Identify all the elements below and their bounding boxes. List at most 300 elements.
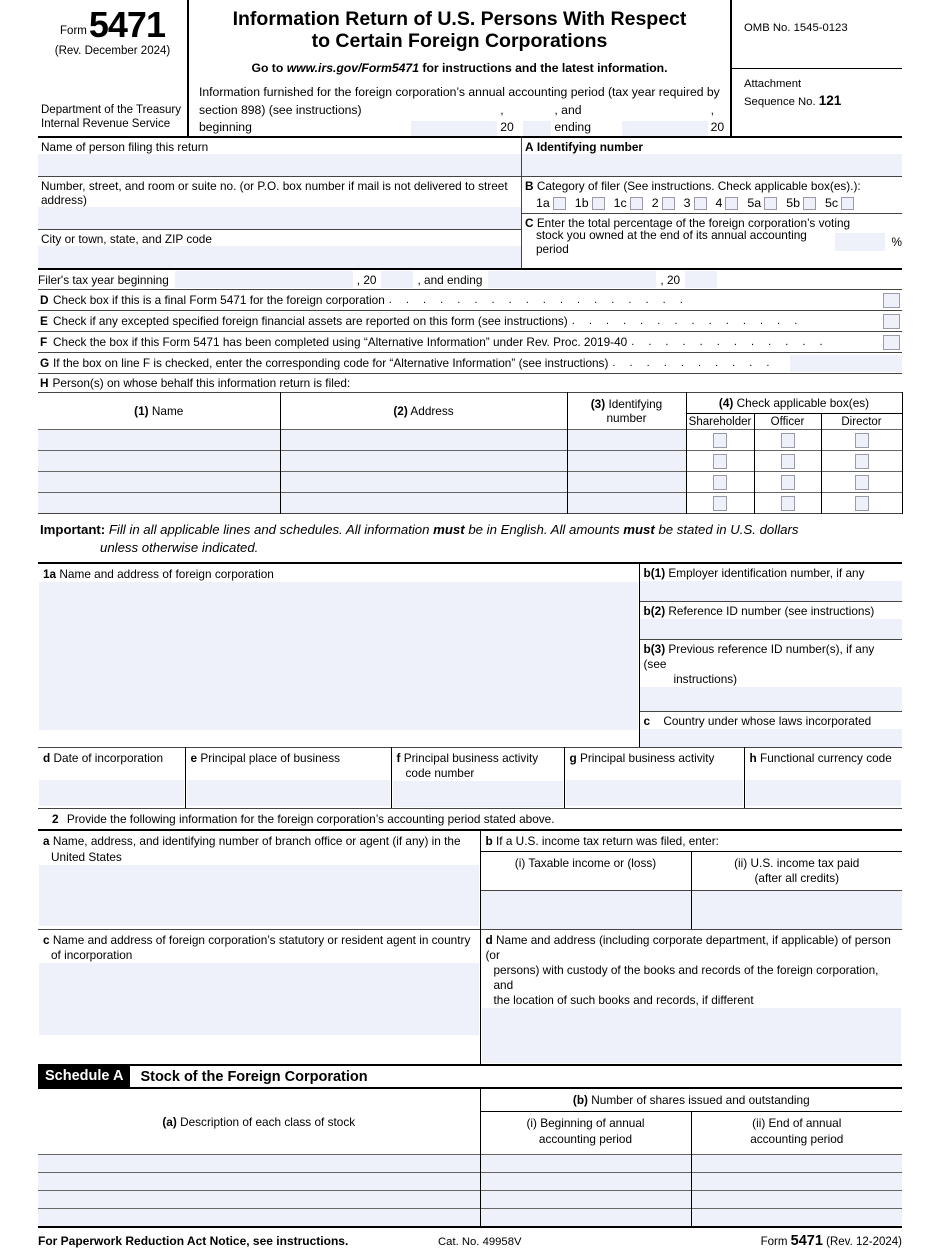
corp-name-address-input[interactable] <box>39 582 638 730</box>
col-bi-text-2: accounting period <box>538 1131 633 1146</box>
name-label: Name of person filing this return <box>41 140 209 155</box>
country-label <box>640 712 903 729</box>
line2-a-tag: a <box>43 834 50 849</box>
line-f-row <box>38 332 902 353</box>
shares-outstanding-header <box>480 1089 902 1112</box>
row-officer-cell[interactable] <box>754 472 821 493</box>
letter-c: C <box>525 216 534 231</box>
table-row[interactable] <box>38 430 902 451</box>
col-bi-text: Beginning of annual <box>540 1116 645 1131</box>
attachment-label: Attachment <box>744 78 802 90</box>
checkbox-1b-icon[interactable] <box>592 197 605 210</box>
category-option-3[interactable] <box>684 196 707 210</box>
b3-label-2: instructions) <box>673 672 738 687</box>
row-address-cell[interactable] <box>280 430 567 451</box>
line-d-letter: D <box>40 293 49 308</box>
filer-tax-year-row <box>38 270 902 290</box>
accounting-period-instruction <box>189 75 730 136</box>
b1-tag: b(1) <box>643 565 666 580</box>
shares-end-cell[interactable] <box>691 1172 902 1190</box>
line2-d-label-3: the location of such books and records, if different <box>493 993 754 1008</box>
line2-bi-tag: (i) <box>514 855 526 870</box>
furnish-line-1: Information furnished for the foreign corporation’s annual accounting period (tax year required by <box>199 85 720 100</box>
principal-place-label <box>187 749 390 766</box>
previous-reference-id-group <box>640 639 903 711</box>
date-incorporation-label <box>39 749 184 766</box>
filer-tax-year-begin-year: , 20 <box>356 272 377 287</box>
category-option-1b-label: 1b <box>574 196 589 211</box>
col-a-tag: (a) <box>162 1114 177 1129</box>
b1-label: Employer identification number, if any <box>668 565 865 580</box>
row-name-cell[interactable] <box>38 493 280 514</box>
previous-reference-id-input[interactable] <box>640 687 903 711</box>
ein-label <box>640 564 903 581</box>
line2-d-label: Name and address (including corporate department, if applicable) of person (or <box>485 932 891 962</box>
stock-description-cell[interactable] <box>38 1190 480 1208</box>
line-e-text: Check if any excepted specified foreign financial assets are reported on this form (see instructions) <box>53 314 568 329</box>
row-director-cell[interactable] <box>821 493 902 514</box>
col-identifying-header <box>567 393 686 430</box>
form-title <box>189 0 730 52</box>
period-begin-year-input[interactable] <box>523 121 552 136</box>
col-bi-tag: (i) <box>526 1116 537 1131</box>
filer-tax-year-end-year: , 20 <box>660 272 681 287</box>
row-identifying-cell[interactable] <box>567 430 686 451</box>
important-must-1: must <box>433 522 465 538</box>
checkbox-1a-icon[interactable] <box>553 197 566 210</box>
street-input[interactable] <box>38 207 521 229</box>
goto-prefix: Go to <box>251 61 284 76</box>
filer-tax-year-begin-year-input[interactable] <box>381 271 413 288</box>
e-tag: e <box>190 751 198 766</box>
period-begin-input[interactable] <box>411 121 497 136</box>
row-address-cell[interactable] <box>280 451 567 472</box>
col-bii-text-2: accounting period <box>750 1131 844 1146</box>
table-row[interactable] <box>38 1208 902 1226</box>
period-end-input[interactable] <box>622 121 708 136</box>
row-identifying-cell[interactable] <box>567 451 686 472</box>
category-option-5a-label: 5a <box>747 196 762 211</box>
line-2ab-table <box>38 829 902 928</box>
shareholder-checkbox-icon[interactable] <box>713 496 727 511</box>
footer-revision: (Rev. 12-2024) <box>826 1236 902 1249</box>
period-begin-year: , 20 <box>500 102 514 135</box>
business-activity-input[interactable] <box>566 780 743 806</box>
voting-stock-text-2: stock you owned at the end of its annual accounting period <box>536 227 807 256</box>
director-checkbox-icon[interactable] <box>855 433 869 448</box>
books-custody-cell[interactable] <box>480 929 902 1064</box>
officer-checkbox-icon[interactable] <box>781 433 795 448</box>
filer-tax-year-begin-input[interactable] <box>175 271 353 288</box>
shares-end-cell[interactable] <box>691 1208 902 1226</box>
category-option-1c[interactable] <box>614 196 643 210</box>
paperwork-notice: For Paperwork Reduction Act Notice, see instructions. <box>38 1234 349 1249</box>
checkbox-3-icon[interactable] <box>694 197 707 210</box>
table-row[interactable] <box>38 493 902 514</box>
line-e-row <box>38 311 902 332</box>
line-d-row <box>38 290 902 311</box>
row-director-cell[interactable] <box>821 430 902 451</box>
line-g-row <box>38 353 902 374</box>
category-option-1b[interactable] <box>575 196 605 210</box>
col-director-header: Director <box>821 414 902 430</box>
row-director-cell[interactable] <box>821 472 902 493</box>
checkbox-2-icon[interactable] <box>662 197 675 210</box>
percent-sign: % <box>891 234 902 249</box>
line-e-leader: . . . . . . . . . . . . . . <box>571 315 803 328</box>
important-text-2: be in English. All amounts <box>468 522 620 538</box>
department-line-2: Internal Revenue Service <box>41 118 171 131</box>
persons-behalf-header-row <box>38 393 902 414</box>
filer-address-column <box>38 138 522 268</box>
c-tag: c <box>643 714 651 729</box>
corp-ids-column <box>639 563 902 748</box>
us-return-header-cell <box>480 830 902 851</box>
line2-bi-label: Taxable income or (loss) <box>528 855 657 870</box>
identifying-number-label <box>522 138 902 154</box>
e-label: Principal place of business <box>200 751 341 766</box>
line-f-leader: . . . . . . . . . . . . <box>631 336 828 349</box>
line-2-intro <box>38 808 902 829</box>
officer-checkbox-icon[interactable] <box>781 475 795 490</box>
col-b-tag: (b) <box>572 1093 588 1108</box>
filer-tax-year-end-label: , and ending <box>417 272 483 287</box>
branch-office-input[interactable] <box>39 865 479 926</box>
important-text-4: unless otherwise indicated. <box>100 539 259 555</box>
col-identifying-text: Identifying number <box>606 397 663 426</box>
voting-stock-second-line <box>522 227 902 256</box>
col-address-text: Address <box>410 404 454 419</box>
furnish-end-label: , and ending <box>554 102 591 135</box>
line2-c-label-2: of incorporation <box>51 947 133 962</box>
functional-currency-input[interactable] <box>746 780 902 806</box>
line-d-text: Check box if this is a final Form 5471 for the foreign corporation <box>53 293 385 308</box>
branch-office-cell[interactable] <box>38 830 480 928</box>
row-identifying-cell[interactable] <box>567 493 686 514</box>
table-row[interactable] <box>38 1172 902 1190</box>
row-name-cell[interactable] <box>38 430 280 451</box>
form-title-line-2: to Certain Foreign Corporations <box>311 30 608 53</box>
line-d-checkbox[interactable] <box>883 293 900 308</box>
functional-currency-label <box>746 749 902 766</box>
col-address-num: (2) <box>393 404 408 419</box>
g-tag: g <box>569 751 577 766</box>
g-label: Principal business activity <box>580 751 715 766</box>
category-option-4[interactable] <box>716 196 739 210</box>
corp-name-address-cell[interactable] <box>38 563 639 748</box>
line2-bii-label-2: (after all credits) <box>754 870 840 885</box>
d-label: Date of incorporation <box>53 751 164 766</box>
irs-form-url[interactable]: www.irs.gov/Form5471 <box>286 61 419 76</box>
category-option-4-label: 4 <box>715 196 723 211</box>
identifying-number-text: Identifying number <box>536 140 643 155</box>
row-name-cell[interactable] <box>38 451 280 472</box>
line2-c-label: Name and address of foreign corporation’s statutory or resident agent in country <box>52 932 471 947</box>
letter-a: A <box>525 140 534 155</box>
shareholder-checkbox-icon[interactable] <box>713 454 727 469</box>
category-option-2[interactable] <box>652 196 675 210</box>
date-incorporation-cell[interactable] <box>38 748 185 809</box>
category-option-5c-label: 5c <box>825 196 839 211</box>
checkbox-4-icon[interactable] <box>725 197 738 210</box>
period-end-year: , 20 <box>710 102 725 135</box>
voting-stock-group <box>522 213 902 256</box>
statutory-agent-label <box>39 931 479 963</box>
form-revision-date: (Rev. December 2024) <box>54 45 171 58</box>
us-tax-paid-header <box>691 851 902 891</box>
schedule-a-table <box>38 1089 902 1226</box>
sequence-number: 121 <box>818 92 842 108</box>
col-a-text: Description of each class of stock <box>180 1114 356 1129</box>
previous-reference-id-label <box>640 640 903 687</box>
form-word-label: Form <box>60 25 87 38</box>
h-label: Functional currency code <box>760 751 892 766</box>
shareholder-checkbox-icon[interactable] <box>713 433 727 448</box>
line-f-text: Check the box if this Form 5471 has been completed using “Alternative Information” under Rev. Proc. 2019-40 <box>53 335 628 350</box>
director-checkbox-icon[interactable] <box>855 454 869 469</box>
persons-behalf-table <box>38 392 903 514</box>
street-field-group <box>38 176 521 229</box>
b3-label: Previous reference ID number(s), if any (see <box>643 641 875 672</box>
principal-place-cell[interactable] <box>185 748 391 809</box>
identifying-number-input[interactable] <box>522 154 902 176</box>
f-tag: f <box>396 751 401 766</box>
row-shareholder-cell[interactable] <box>686 472 754 493</box>
b3-tag: b(3) <box>643 641 666 656</box>
filer-tax-year-end-input[interactable] <box>488 271 656 288</box>
line2-a-label-2: United States <box>51 849 122 864</box>
omb-block <box>730 0 902 136</box>
row-director-cell[interactable] <box>821 451 902 472</box>
taxable-income-input[interactable] <box>480 891 691 929</box>
letter-b: B <box>525 179 534 194</box>
branch-office-label <box>39 832 479 864</box>
goto-suffix: for instructions and the latest information. <box>422 61 668 76</box>
identifying-number-group <box>522 138 902 176</box>
row-address-cell[interactable] <box>280 472 567 493</box>
business-activity-code-input[interactable] <box>393 781 563 807</box>
col-bii-tag: (ii) <box>752 1116 766 1131</box>
important-text-1: Fill in all applicable lines and schedules. All information <box>108 522 430 538</box>
form-footer <box>38 1226 902 1249</box>
taxable-income-header <box>480 851 691 891</box>
line-g-code-input[interactable] <box>790 355 902 372</box>
stock-description-header <box>38 1089 480 1154</box>
row-name-cell[interactable] <box>38 472 280 493</box>
important-label: Important: <box>40 522 106 538</box>
voting-stock-percent-input[interactable] <box>835 233 884 251</box>
shares-end-cell[interactable] <box>691 1190 902 1208</box>
col-name-num: (1) <box>134 404 149 419</box>
important-text-3: be stated in U.S. dollars <box>658 522 799 538</box>
col-b-text: Number of shares issued and outstanding <box>591 1093 810 1108</box>
category-checkbox-row <box>522 193 902 213</box>
foreign-corporation-block <box>38 562 902 748</box>
business-activity-code-cell[interactable] <box>391 748 564 809</box>
line2-bii-label: U.S. income tax paid <box>750 855 860 870</box>
country-input[interactable] <box>640 729 903 747</box>
category-option-1a[interactable] <box>536 196 566 210</box>
table-row[interactable] <box>38 1190 902 1208</box>
form-header <box>38 0 902 138</box>
stock-description-cell[interactable] <box>38 1172 480 1190</box>
category-text: Category of filer (See instructions. Check applicable box(es).): <box>536 179 861 194</box>
footer-form-number: 5471 <box>790 1233 823 1249</box>
line-d-leader: . . . . . . . . . . . . . . . . . . <box>388 294 689 307</box>
col-checkbox-num: (4) <box>718 396 734 411</box>
books-custody-input[interactable] <box>482 1008 902 1063</box>
shares-end-cell[interactable] <box>691 1154 902 1172</box>
important-notice <box>38 514 902 561</box>
b2-label: Reference ID number (see instructions) <box>668 603 875 618</box>
row-officer-cell[interactable] <box>754 493 821 514</box>
col-identifying-num: (3) <box>590 397 606 412</box>
table-row[interactable] <box>38 472 902 493</box>
name-input[interactable] <box>38 154 521 176</box>
category-option-3-label: 3 <box>683 196 691 211</box>
line2-a-label: Name, address, and identifying number of branch office or agent (if any) in the <box>52 834 461 849</box>
d-tag: d <box>43 751 51 766</box>
business-activity-code-label <box>393 749 563 781</box>
category-option-5c[interactable] <box>825 196 854 210</box>
c-label: Country under whose laws incorporated <box>663 714 872 729</box>
stock-description-cell[interactable] <box>38 1154 480 1172</box>
filer-tax-year-label: Filer's tax year beginning <box>38 272 169 287</box>
stock-description-cell[interactable] <box>38 1208 480 1226</box>
principal-place-input[interactable] <box>187 780 390 806</box>
shareholder-checkbox-icon[interactable] <box>713 475 727 490</box>
form-identity-block <box>38 0 189 136</box>
director-checkbox-icon[interactable] <box>855 496 869 511</box>
country-group <box>640 711 903 747</box>
city-field-group <box>38 229 521 268</box>
col-bii-text: End of annual <box>768 1116 842 1131</box>
shares-beginning-header <box>480 1112 691 1155</box>
line2-c-tag: c <box>43 932 50 947</box>
col-address-header <box>280 393 567 430</box>
functional-currency-cell[interactable] <box>744 748 902 809</box>
line-h-header <box>38 374 902 392</box>
checkbox-5a-icon[interactable] <box>764 197 777 210</box>
statutory-agent-input[interactable] <box>39 963 479 1035</box>
line2-bii-tag: (ii) <box>734 855 748 870</box>
director-checkbox-icon[interactable] <box>855 475 869 490</box>
col-checkbox-text: Check applicable box(es) <box>736 396 870 411</box>
voting-stock-text-1: Enter the total percentage of the foreign corporation’s voting <box>536 216 851 231</box>
shares-beginning-cell[interactable] <box>480 1172 691 1190</box>
category-option-5b-label: 5b <box>786 196 800 211</box>
reference-id-group <box>640 601 903 639</box>
line-2-intro-text: Provide the following information for the foreign corporation’s accounting period stated above. <box>66 812 555 827</box>
row-identifying-cell[interactable] <box>567 472 686 493</box>
schedule-a-tag: Schedule A <box>38 1066 130 1087</box>
line2-b-tag: b <box>485 834 493 849</box>
officer-checkbox-icon[interactable] <box>781 454 795 469</box>
filer-info-column <box>522 138 902 268</box>
col-name-text: Name <box>151 404 184 419</box>
shares-beginning-cell[interactable] <box>480 1154 691 1172</box>
table-row[interactable] <box>38 1154 902 1172</box>
us-return-label <box>482 832 902 849</box>
col-officer-header: Officer <box>754 414 821 430</box>
row-address-cell[interactable] <box>280 493 567 514</box>
category-of-filer-group <box>522 176 902 213</box>
checkbox-1c-icon[interactable] <box>630 197 643 210</box>
f-label: Principal business activity <box>403 751 539 766</box>
b2-tag: b(2) <box>643 603 666 618</box>
row-shareholder-cell[interactable] <box>686 493 754 514</box>
line-h-letter: H <box>40 376 49 391</box>
line-1a-label: Name and address of foreign corporation <box>59 566 274 581</box>
form-title-block <box>189 0 730 136</box>
category-label <box>522 177 902 193</box>
row-officer-cell[interactable] <box>754 451 821 472</box>
us-tax-paid-input[interactable] <box>691 891 902 929</box>
category-option-5b[interactable] <box>786 196 816 210</box>
filer-identity-section <box>38 138 902 270</box>
checkbox-5c-icon[interactable] <box>841 197 854 210</box>
department-line-1: Department of the Treasury <box>41 104 181 117</box>
col-name-header <box>38 393 280 430</box>
schedule-a-bar <box>38 1064 902 1089</box>
line-f-letter: F <box>40 335 48 350</box>
reference-id-input[interactable] <box>640 619 903 639</box>
row-shareholder-cell[interactable] <box>686 430 754 451</box>
ein-input[interactable] <box>640 581 903 601</box>
officer-checkbox-icon[interactable] <box>781 496 795 511</box>
corp-name-address-label <box>39 565 638 582</box>
category-option-5a[interactable] <box>747 196 777 210</box>
category-option-1a-label: 1a <box>536 196 550 211</box>
statutory-agent-cell[interactable] <box>38 929 480 1064</box>
line-2-number: 2 <box>52 812 59 827</box>
col-checkbox-header <box>686 393 902 414</box>
shares-beginning-cell[interactable] <box>480 1190 691 1208</box>
city-input[interactable] <box>38 246 521 268</box>
ein-group <box>640 564 903 601</box>
line-e-checkbox[interactable] <box>883 314 900 329</box>
department-block <box>41 103 187 131</box>
line2-b-label: If a U.S. income tax return was filed, enter: <box>496 834 719 849</box>
reference-id-label <box>640 602 903 619</box>
h-tag: h <box>749 751 757 766</box>
shares-beginning-cell[interactable] <box>480 1208 691 1226</box>
filer-tax-year-end-year-input[interactable] <box>685 271 717 288</box>
row-shareholder-cell[interactable] <box>686 451 754 472</box>
city-label: City or town, state, and ZIP code <box>41 232 212 247</box>
row-officer-cell[interactable] <box>754 430 821 451</box>
line-f-checkbox[interactable] <box>883 335 900 350</box>
street-label: Number, street, and room or suite no. (or P.O. box number if mail is not delivered to street address) <box>41 179 508 208</box>
line2-d-label-2: persons) with custody of the books and records of the foreign corporation, and <box>493 962 879 993</box>
form-number-line <box>38 4 187 45</box>
line-g-text: If the box on line F is checked, enter the corresponding code for “Alternative Information” (see instructions) <box>53 356 609 371</box>
table-row[interactable] <box>38 451 902 472</box>
category-option-1c-label: 1c <box>613 196 627 211</box>
line-g-leader: . . . . . . . . . . <box>612 357 775 370</box>
schedule-a-title: Stock of the Foreign Corporation <box>140 1068 368 1085</box>
category-option-2-label: 2 <box>651 196 659 211</box>
form-number: 5471 <box>88 4 165 45</box>
line2-d-tag: d <box>485 932 493 947</box>
catalog-number: Cat. No. 49958V <box>438 1236 522 1249</box>
important-must-2: must <box>623 522 655 538</box>
sequence-no-label: Sequence No. <box>744 95 816 108</box>
business-activity-cell[interactable] <box>564 748 744 809</box>
checkbox-5b-icon[interactable] <box>803 197 816 210</box>
shares-end-header <box>691 1112 902 1155</box>
date-incorporation-input[interactable] <box>39 780 184 806</box>
